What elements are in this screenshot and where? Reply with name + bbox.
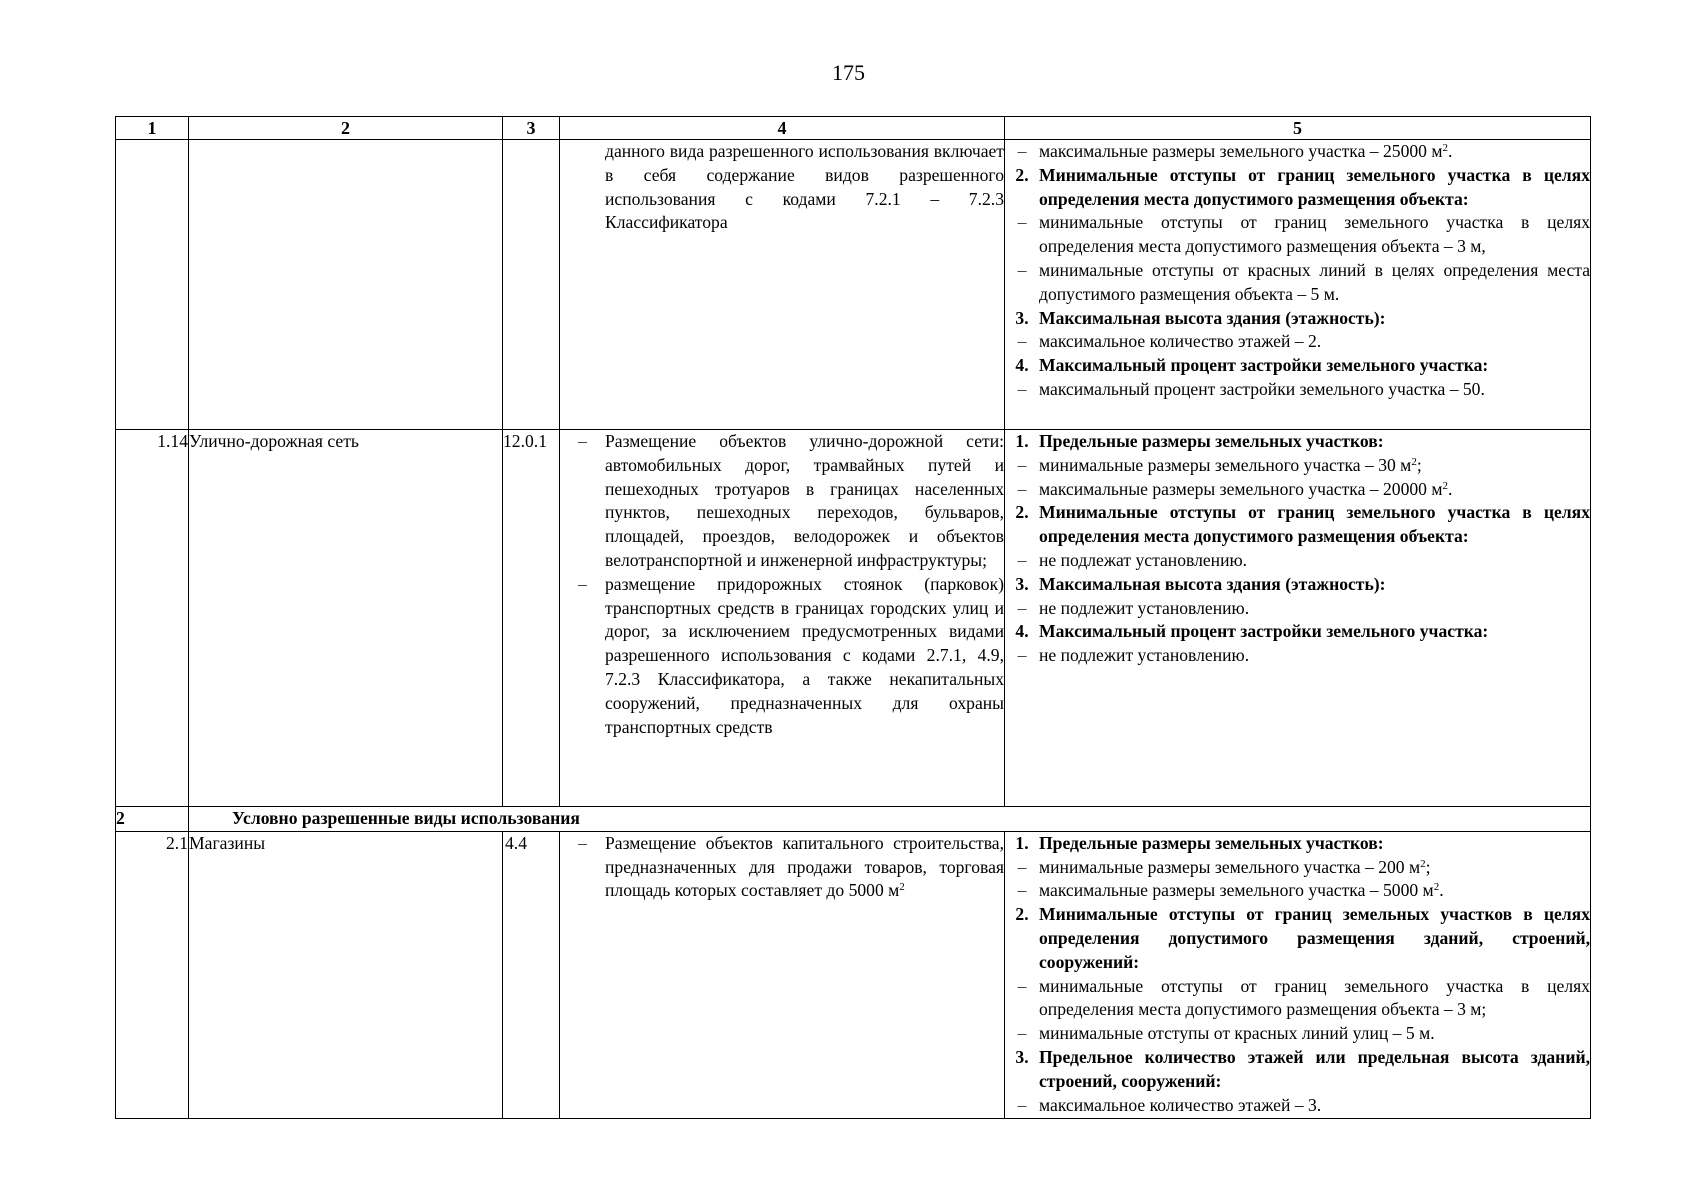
cell-code [503,140,560,430]
item-text: не подлежит установлению. [1039,645,1250,666]
bullet-item [1005,549,1590,573]
dash-marker: – [1017,259,1027,280]
item-text: не подлежат установлению. [1039,549,1248,570]
section-number: 2 [116,807,189,832]
item-text: Минимальные отступы от границ земельного участка в целях определения места допустимого размещения объекта: [1039,164,1590,209]
section-row [116,807,1591,832]
item-number: 3. [1015,573,1029,594]
section-title: Условно разрешенные виды использования [189,807,1591,832]
cell-description [560,430,1005,807]
bullet-item [1005,879,1590,903]
numbered-heading [1005,307,1590,331]
bullet-item [1005,597,1590,621]
numbered-heading [1005,164,1590,212]
cell-parameters [1005,430,1591,807]
bullet-item [560,573,1004,740]
item-number: 4. [1015,621,1029,642]
bullet-item [560,832,1004,903]
col-header-2: 2 [189,117,503,140]
table-row-continued [116,140,1591,430]
numbered-heading [1005,501,1590,549]
regulations-table [115,116,1591,1119]
item-text: максимальные размеры земельного участка – 20000 $м^2$. [1039,478,1453,499]
superscript: 2 [899,881,905,894]
cell-parameters [1005,831,1591,1118]
parameters-list [1005,832,1590,1118]
bullet-item [1005,644,1590,668]
item-text: Максимальный процент застройки земельного участка: [1039,621,1489,642]
description-list [560,430,1004,739]
item-text: размещение придорожных стоянок (парковок) транспортных средств в границах городских улиц и дорог, за исключением предусмотренных видами разрешенного использования с кодами 2.7.1, 4.9, 7.2.3 Классификатора, а также некапитальных сооружений, предназначенных для охраны транспортных средств [605,573,1004,737]
cell-name [189,140,503,430]
item-text: максимальное количество этажей – 3. [1039,1094,1322,1115]
item-number: 1. [1015,431,1029,451]
bullet-item [1005,1022,1590,1046]
dash-marker: – [1017,975,1027,996]
bullet-item [1005,259,1590,307]
header-row [116,117,1591,140]
item-text: максимальное количество этажей – 2. [1039,331,1322,352]
item-number: 2. [1015,904,1029,925]
dash-marker: – [1017,880,1027,901]
superscript: 2 [1420,857,1426,870]
item-text: Предельные размеры земельных участков: [1039,832,1384,853]
item-text: минимальные размеры земельного участка – 200 $м^2$; [1039,856,1431,877]
item-number: 3. [1015,1046,1029,1067]
description-text: данного вида разрешенного использования включает в себя содержание видов разрешенного использования с кодами 7.2.1 – 7.2.3 Классификатора [605,141,1004,233]
row-number: 1.14 [116,430,189,807]
cell-description [560,831,1005,1118]
superscript: 2 [1411,455,1417,468]
item-number: 2. [1015,502,1029,523]
item-text: Максимальный процент застройки земельного участка: [1039,355,1489,376]
dash-marker: – [578,431,587,451]
item-text: Размещение объектов улично-дорожной сети: автомобильных дорог, трамвайных путей и пешеходных тротуаров в границах населенных пунктов, пешеходных переходов, бульваров, площадей, проездов, велодорожек и объектов велотранспортной и инженерной инфраструктуры; [605,431,1004,570]
dash-marker: – [1017,141,1027,161]
dash-marker: – [1017,212,1027,233]
dash-marker: – [1017,331,1027,352]
numbered-heading [1005,903,1590,974]
dash-marker: – [1017,454,1027,475]
dash-marker: – [1017,1094,1027,1115]
item-text: минимальные отступы от красных линий улиц – 5 м. [1039,1023,1435,1044]
item-text: Предельные размеры земельных участков: [1039,431,1384,451]
dash-marker: – [1017,856,1027,877]
col-header-5: 5 [1005,117,1591,140]
bullet-item [1005,454,1590,478]
dash-marker: – [1017,478,1027,499]
bullet-item [1005,1094,1590,1118]
bullet-item [1005,975,1590,1023]
bullet-item [1005,330,1590,354]
superscript: 2 [1442,479,1448,492]
col-header-1: 1 [116,117,189,140]
bullet-item [560,430,1004,573]
item-text: Максимальная высота здания (этажность): [1039,307,1386,328]
classifier-code: 12.0.1 [503,430,560,807]
table-row [116,831,1591,1118]
cell-description [560,140,1005,430]
item-number: 2. [1015,164,1029,185]
col-header-3: 3 [503,117,560,140]
bullet-item [1005,478,1590,502]
classifier-code: 4.4 [503,831,560,1118]
numbered-heading [1005,573,1590,597]
item-text: Предельное количество этажей или предельная высота зданий, строений, сооружений: [1039,1046,1590,1091]
numbered-heading [1005,354,1590,378]
dash-marker: – [1017,378,1027,399]
parameters-list [1005,140,1590,402]
dash-marker: – [1017,1023,1027,1044]
use-type-name: Магазины [189,831,503,1118]
cell-num [116,140,189,430]
item-text: Размещение объектов капитального строительства, предназначенных для продажи товаров, торговая площадь которых составляет до 5000 $м^2$ [605,832,1004,901]
item-text: максимальные размеры земельного участка – 5000 $м^2$. [1039,880,1444,901]
dash-marker: – [578,832,587,853]
cell-parameters [1005,140,1591,430]
numbered-heading [1005,1046,1590,1094]
bullet-item [1005,856,1590,880]
item-text: максимальный процент застройки земельного участка – 50. [1039,378,1485,399]
item-text: Максимальная высота здания (этажность): [1039,573,1386,594]
item-number: 3. [1015,307,1029,328]
item-text: Минимальные отступы от границ земельных участков в целях определения допустимого размещения зданий, строений, сооружений: [1039,904,1590,972]
numbered-heading [1005,430,1590,454]
item-text: минимальные отступы от границ земельного участка в целях определения места допустимого размещения объекта – 3 м; [1039,975,1590,1020]
item-text: Минимальные отступы от границ земельного участка в целях определения места допустимого размещения объекта: [1039,502,1590,547]
row-number: 2.1 [116,831,189,1118]
dash-marker: – [1017,597,1027,618]
page-number: 175 [832,60,865,85]
bullet-item [1005,211,1590,259]
col-header-4: 4 [560,117,1005,140]
table-row [116,430,1591,807]
bullet-item [1005,378,1590,402]
item-number: 1. [1015,832,1029,853]
item-number: 4. [1015,355,1029,376]
dash-marker: – [1017,645,1027,666]
item-text: минимальные отступы от границ земельного участка в целях определения места допустимого размещения объекта – 3 м, [1039,212,1590,257]
numbered-heading [1005,832,1590,856]
dash-marker: – [1017,549,1027,570]
item-text: минимальные отступы от красных линий в целях определения места допустимого размещения объекта – 5 м. [1039,259,1590,304]
item-text: не подлежит установлению. [1039,597,1250,618]
superscript: 2 [1433,881,1440,894]
parameters-list [1005,430,1590,668]
numbered-heading [1005,620,1590,644]
use-type-name: Улично-дорожная сеть [189,430,503,807]
item-text: максимальные размеры земельного участка – 25000 $м^2$. [1039,141,1453,161]
dash-marker: – [578,573,587,594]
bullet-item [1005,140,1590,164]
description-list [560,832,1004,903]
item-text: минимальные размеры земельного участка – 30 $м^2$; [1039,454,1422,475]
superscript: 2 [1442,142,1448,154]
